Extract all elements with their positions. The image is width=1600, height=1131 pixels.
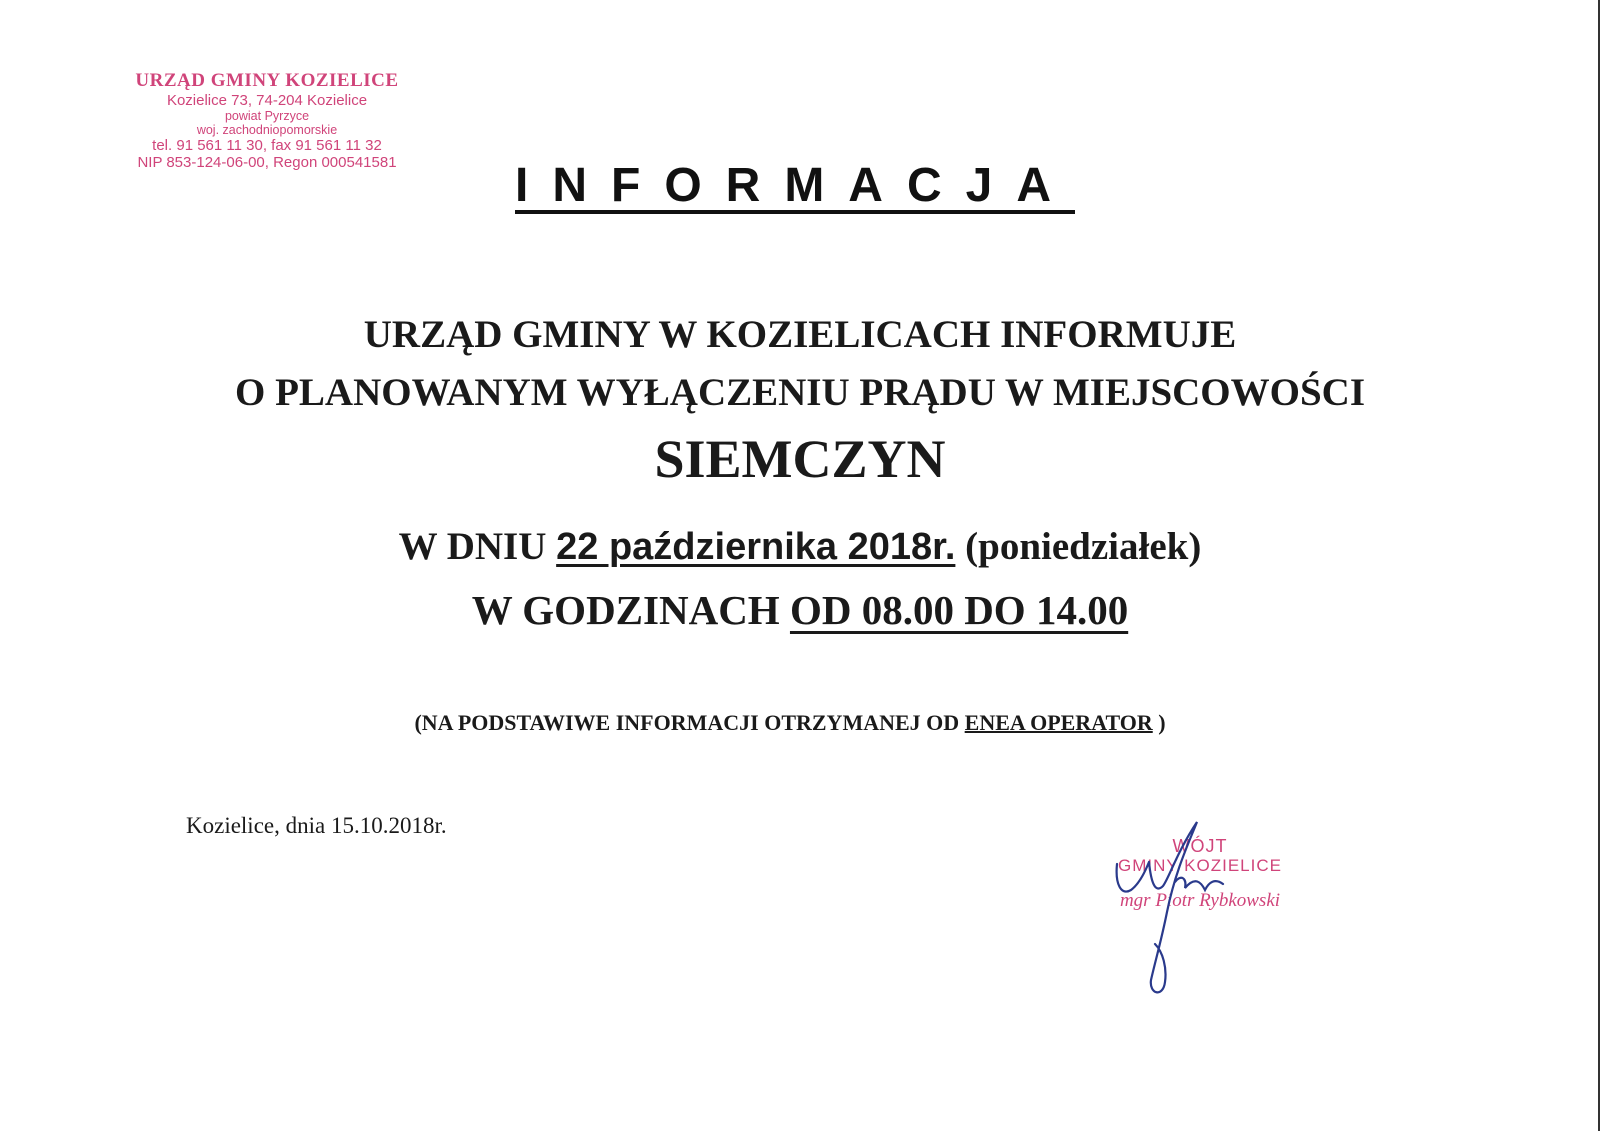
stamp-voivodeship: woj. zachodniopomorskie bbox=[196, 123, 338, 137]
hours-prefix: W GODZINACH bbox=[471, 587, 790, 633]
outage-hours: OD 08.00 DO 14.00 bbox=[789, 587, 1129, 633]
stamp-district: powiat Pyrzyce bbox=[224, 109, 310, 123]
source-name: ENEA OPERATOR bbox=[964, 710, 1153, 735]
office-stamp bbox=[122, 70, 412, 171]
handwritten-signature-icon bbox=[1105, 812, 1245, 1002]
hours-line bbox=[0, 586, 1600, 634]
source-suffix: ) bbox=[1152, 710, 1166, 735]
stamp-title: URZĄD GMINY KOZIELICE bbox=[135, 70, 399, 91]
outage-date: 22 października 2018r. bbox=[556, 526, 956, 568]
stamp-phone: tel. 91 561 11 30, fax 91 561 11 32 bbox=[152, 137, 382, 154]
weekday: (poniedziałek) bbox=[955, 525, 1202, 568]
announcement-line-1: URZĄD GMINY W KOZIELICACH INFORMUJE bbox=[363, 313, 1237, 356]
place-and-date: Kozielice, dnia 15.10.2018r. bbox=[186, 813, 447, 838]
date-line bbox=[0, 524, 1600, 569]
stamp-address: Kozielice 73, 74-204 Kozielice bbox=[166, 92, 368, 109]
signature-office: GMINY KOZIELICE bbox=[1118, 856, 1282, 875]
signature-title: WÓJT bbox=[1172, 836, 1228, 856]
source-prefix: (NA PODSTAWIWE INFORMACJI OTRZYMANEJ OD bbox=[414, 710, 965, 735]
stamp-ids: NIP 853-124-06-00, Regon 000541581 bbox=[137, 154, 397, 171]
announcement-line-2: O PLANOWANYM WYŁĄCZENIU PRĄDU W MIEJSCOWOŚCI bbox=[234, 371, 1366, 414]
date-prefix: W DNIU bbox=[398, 525, 557, 568]
document-heading: INFORMACJA bbox=[515, 159, 1075, 212]
village-name: SIEMCZYN bbox=[654, 429, 946, 489]
source-line bbox=[0, 710, 1590, 736]
signature-name: mgr Piotr Rybkowski bbox=[1119, 890, 1281, 911]
